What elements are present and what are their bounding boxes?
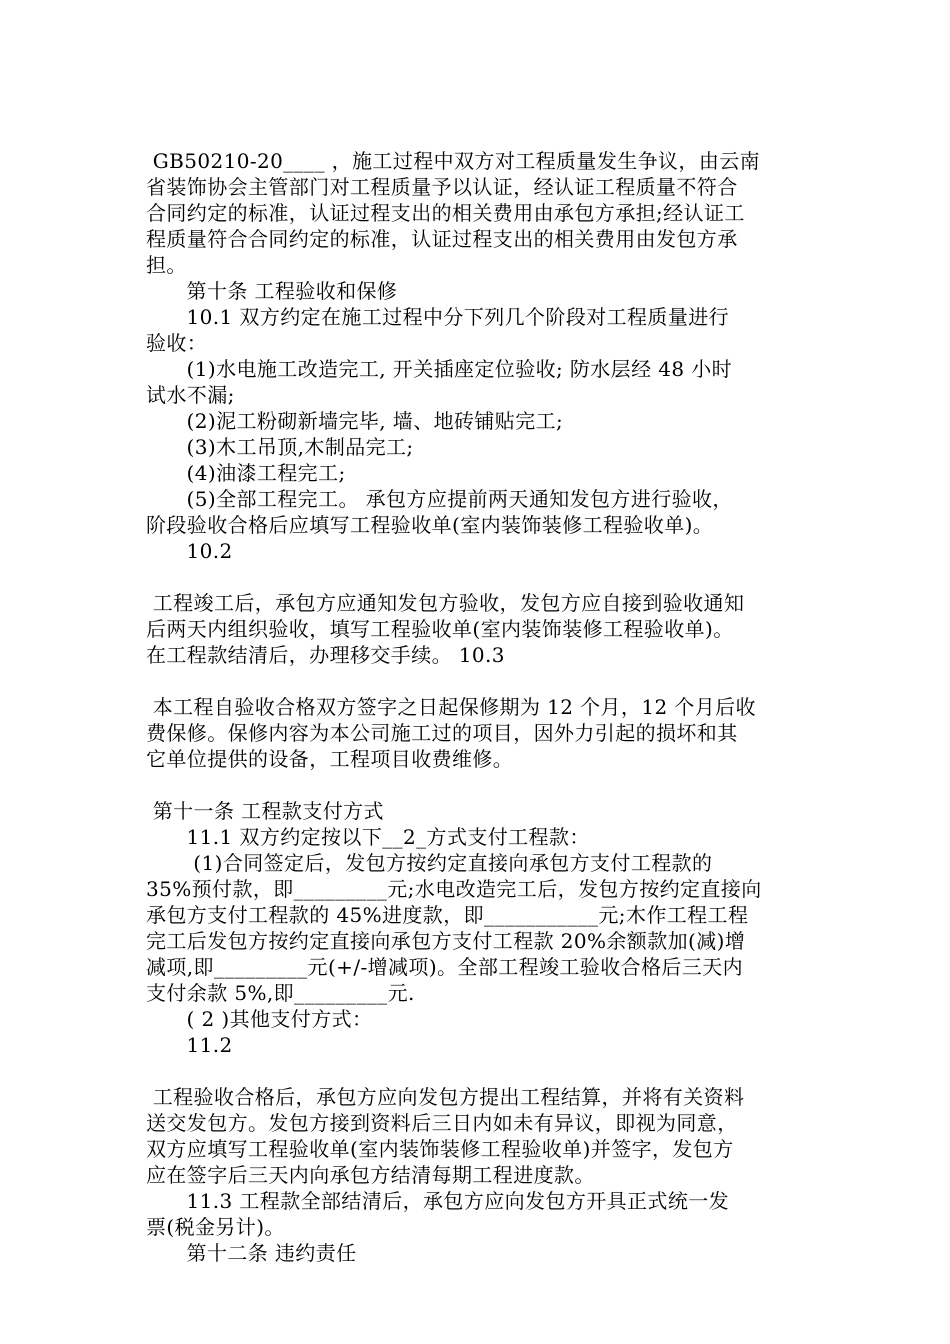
text-line: 合同约定的标准，认证过程支出的相关费用由承包方承担;经认证工 (146, 201, 745, 225)
text-line: 验收： (146, 331, 208, 355)
text-line: 在工程款结清后，办理移交手续。 10.3 (146, 643, 505, 667)
text-line: 后两天内组织验收，填写工程验收单(室内装饰装修工程验收单)。 (146, 617, 734, 641)
blank-line (146, 1058, 816, 1084)
text-line: 完工后发包方按约定直接向承包方支付工程款 20%余额款加(减)增 (146, 929, 746, 953)
text-line: 费保修。保修内容为本公司施工过的项目，因外力引起的损坏和其 (146, 721, 738, 745)
text-line: 工程竣工后，承包方应通知发包方验收，发包方应自接到验收通知 (146, 591, 745, 615)
text-line: 工程验收合格后，承包方应向发包方提出工程结算，并将有关资料 (146, 1085, 745, 1109)
text-line: 本工程自验收合格双方签字之日起保修期为 12 个月，12 个月后收 (146, 695, 756, 719)
text-line: 35%预付款，即_________元;水电改造完工后，发包方按约定直接向 (146, 877, 762, 901)
blank-line (146, 564, 816, 590)
text-line: ( 2 )其他支付方式： (146, 1007, 373, 1031)
text-line: 试水不漏; (146, 383, 235, 407)
text-line: 票(税金另计)。 (146, 1215, 285, 1239)
text-line: 11.3 工程款全部结清后，承包方应向发包方开具正式统一发 (146, 1189, 730, 1213)
section-heading-10: 第十条 工程验收和保修 (146, 279, 398, 303)
clause-number: 10.2 (146, 539, 233, 563)
text-line: 担。 (146, 253, 187, 277)
blank-line (146, 668, 816, 694)
text-line: 双方应填写工程验收单(室内装饰装修工程验收单)并签字，发包方 (146, 1137, 734, 1161)
text-line: (2)泥工粉砌新墙完毕, 墙、地砖铺贴完工; (146, 409, 564, 433)
text-line: (5)全部工程完工。 承包方应提前两天通知发包方进行验收， (146, 487, 733, 511)
text-line: GB50210-20____ ，施工过程中双方对工程质量发生争议，由云南 (146, 149, 761, 173)
text-line: 10.1 双方约定在施工过程中分下列几个阶段对工程质量进行 (146, 305, 730, 329)
text-line: 承包方支付工程款的 45%进度款，即___________元;木作工程工程 (146, 903, 749, 927)
text-line: 阶段验收合格后应填写工程验收单(室内装饰装修工程验收单)。 (146, 513, 714, 537)
text-line: 支付余款 5%,即_________元. (146, 981, 415, 1005)
clause-number: 11.2 (146, 1033, 233, 1057)
text-line: 程质量符合合同约定的标准，认证过程支出的相关费用由发包方承 (146, 227, 738, 251)
blank-line (146, 772, 816, 798)
text-line: (1)合同签定后，发包方按约定直接向承包方支付工程款的 (146, 851, 713, 875)
text-line: (4)油漆工程完工; (146, 461, 346, 485)
text-line: 它单位提供的设备，工程项目收费维修。 (146, 747, 514, 771)
text-line: 11.1 双方约定按以下__2_方式支付工程款： (146, 825, 590, 849)
section-heading-12: 第十二条 违约责任 (146, 1241, 357, 1265)
text-line: (3)木工吊顶,木制品完工; (146, 435, 414, 459)
text-line: 减项,即_________元(+/-增减项)。全部工程竣工验收合格后三天内 (146, 955, 744, 979)
contract-text (146, 148, 816, 1266)
text-line: 应在签字后三天内向承包方结清每期工程进度款。 (146, 1163, 595, 1187)
section-heading-11: 第十一条 工程款支付方式 (146, 799, 384, 823)
text-line: 送交发包方。发包方接到资料后三日内如未有异议，即视为同意， (146, 1111, 738, 1135)
text-line: 省装饰协会主管部门对工程质量予以认证，经认证工程质量不符合 (146, 175, 738, 199)
text-line: (1)水电施工改造完工, 开关插座定位验收; 防水层经 48 小时 (146, 357, 733, 381)
